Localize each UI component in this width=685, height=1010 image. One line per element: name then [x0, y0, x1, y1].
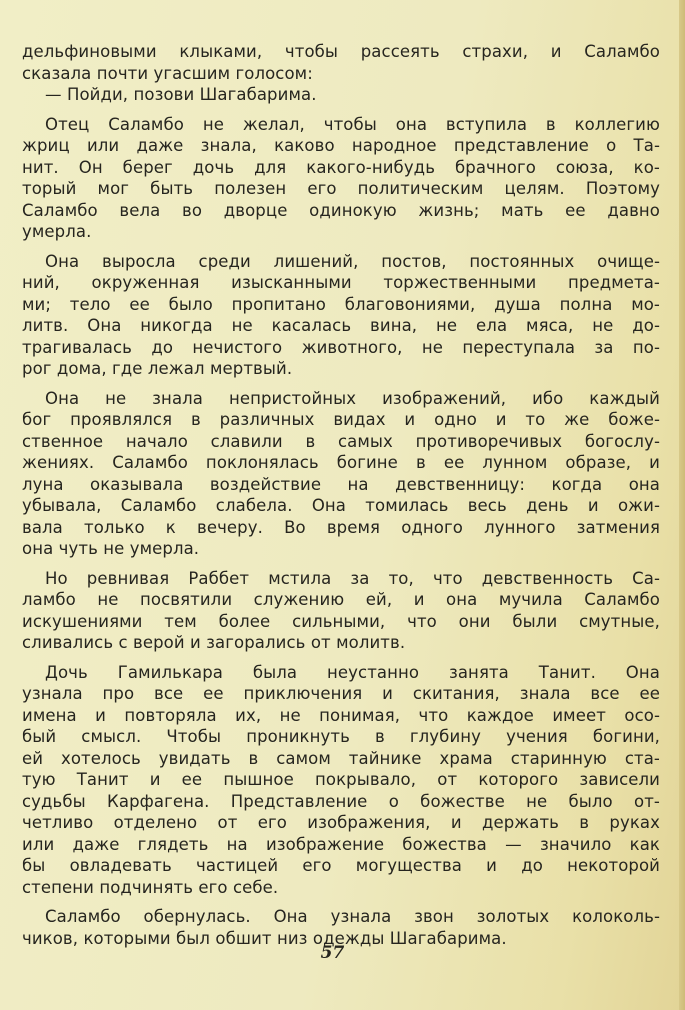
text-line: дельфиновыми клыками, чтобы рассеять страхи, и Саламбо	[22, 42, 660, 61]
text-line: Саламбо вела во дворце одинокую жизнь; мать ее давно	[22, 200, 660, 220]
text-line: бы овладевать частицей его могущества и до некоторой	[22, 856, 660, 875]
text-line: луна оказывала воздействие на девственницу: когда она	[22, 474, 660, 494]
page-number: 57	[320, 943, 345, 963]
text-line: четливо отделено от его изображения, и держать в руках	[22, 813, 660, 832]
paragraph	[22, 114, 660, 243]
paragraph	[22, 568, 660, 654]
text-line: чиков, которыми был обшит низ одежды Шагабарима.	[22, 928, 507, 948]
paragraph	[22, 388, 660, 560]
text-line: Отец Саламбо не желал, чтобы она вступила в коллегию	[45, 114, 660, 134]
text-line: Дочь Гамилькара была неустанно занята Танит. Она	[45, 662, 660, 682]
paragraph	[22, 662, 660, 899]
text-line: трагивалась до нечистого животного, не переступала за по-	[22, 337, 660, 357]
text-line: узнала про все ее приключения и скитания, знала все ее	[22, 684, 660, 703]
text-line: ственное начало славили в самых противоречивых богослу-	[22, 431, 660, 451]
page-edge-shadow	[679, 0, 685, 1010]
paragraph	[22, 84, 660, 106]
text-line: Но ревнивая Раббет мстила за то, что девственность Са-	[45, 568, 660, 588]
text-line: жениях. Саламбо поклонялась богине в ее лунном образе, и	[22, 453, 660, 472]
text-line: или даже глядеть на изображение божества — значило как	[22, 834, 660, 854]
text-line: рог дома, где лежал мертвый.	[22, 359, 293, 378]
text-line: она чуть не умерла.	[22, 539, 200, 558]
text-line: вала только к вечеру. Во время одного лунного затмения	[22, 517, 660, 537]
page-body	[22, 41, 660, 949]
text-line: убывала, Саламбо слабела. Она томилась весь день и ожи-	[22, 496, 660, 515]
text-line: литв. Она никогда не касалась вина, не ела мяса, не до-	[22, 316, 660, 335]
paragraph	[22, 41, 660, 84]
text-line: — Пойди, позови Шагабарима.	[45, 85, 317, 104]
text-line: бог проявлялся в различных видах и одно и то же боже-	[22, 410, 660, 429]
text-line: торый мог быть полезен его политическим целям. Поэтому	[22, 179, 660, 198]
text-line: имена и повторяла их, не понимая, что каждое имеет осо-	[22, 705, 660, 725]
text-line: нит. Он берег дочь для какого-нибудь брачного союза, ко-	[22, 157, 660, 177]
text-line: Она не знала непристойных изображений, ибо каждый	[45, 388, 660, 408]
text-line: бый смысл. Чтобы проникнуть в глубину учения богини,	[22, 727, 660, 746]
text-line: ми; тело ее было пропитано благовониями, душа полна мо-	[22, 294, 660, 314]
text-line: судьбы Карфагена. Представление о божестве не было от-	[22, 791, 660, 811]
text-line: сливались с верой и загорались от молитв.	[22, 633, 406, 652]
text-line: Она выросла среди лишений, постов, постоянных очище-	[45, 251, 660, 271]
paragraph	[22, 251, 660, 380]
text-line: тую Танит и ее пышное покрывало, от которого зависели	[22, 770, 660, 789]
text-line: ний, окруженная изысканными торжественными предмета-	[22, 273, 660, 292]
text-line: Саламбо обернулась. Она узнала звон золотых колоколь-	[45, 907, 660, 926]
text-line: ей хотелось увидать в самом тайнике храма старинную ста-	[22, 748, 660, 768]
text-line: ламбо не посвятили служению ей, и она мучила Саламбо	[22, 590, 660, 609]
text-line: сказала почти угасшим голосом:	[22, 63, 313, 83]
text-line: искушениями тем более сильными, что они были смутные,	[22, 611, 660, 631]
text-line: жриц или даже знала, каково народное представление о Та-	[22, 136, 660, 155]
text-line: умерла.	[22, 222, 92, 241]
text-line: степени подчинять его себе.	[22, 877, 279, 897]
